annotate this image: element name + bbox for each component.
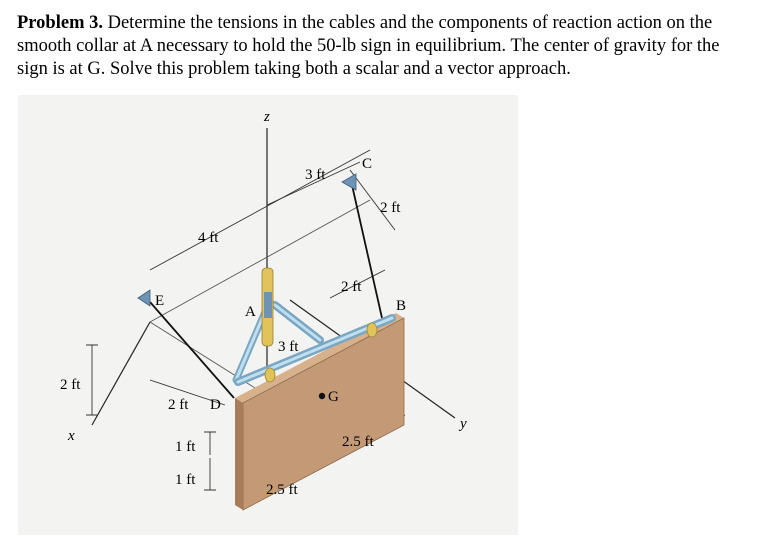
rod-arm-core bbox=[275, 305, 320, 340]
wall-brackets bbox=[138, 174, 356, 306]
dim-line-1ft-a bbox=[204, 432, 216, 455]
dim-label-2-5ft-right: 2.5 ft bbox=[342, 434, 374, 450]
collar-bracket bbox=[264, 292, 272, 318]
axis-label-y: y bbox=[460, 416, 467, 432]
dim-line-1ft-b bbox=[204, 458, 216, 490]
x-axis-line bbox=[92, 322, 150, 425]
dim-label-2ft-d: 2 ft bbox=[168, 397, 189, 413]
dim-label-2ft-b: 2 ft bbox=[341, 279, 362, 295]
point-label-e: E bbox=[155, 293, 165, 309]
center-of-gravity-dot bbox=[319, 393, 325, 399]
point-label-b: B bbox=[396, 298, 407, 314]
dim-label-1ft-a: 1 ft bbox=[175, 439, 196, 455]
sign-side bbox=[235, 398, 243, 510]
dim-label-2-5ft-bottom: 2.5 ft bbox=[266, 482, 298, 498]
clip-left bbox=[265, 368, 275, 382]
point-label-c: C bbox=[362, 156, 373, 172]
point-label-g: G bbox=[328, 389, 339, 405]
dim-label-2ft-c: 2 ft bbox=[380, 200, 401, 216]
cable-ED bbox=[150, 302, 234, 398]
bracket-c bbox=[342, 174, 356, 190]
dim-label-3ft-rod: 3 ft bbox=[278, 339, 299, 355]
dim-label-4ft: 4 ft bbox=[198, 230, 219, 246]
dim-label-3ft-top: 3 ft bbox=[305, 167, 326, 183]
dim-line-2ft-left bbox=[86, 345, 98, 415]
dim-line-4ft bbox=[150, 150, 373, 270]
axis-label-x: x bbox=[68, 428, 75, 444]
dim-label-2ft-left: 2 ft bbox=[60, 377, 81, 393]
cable-CB bbox=[352, 185, 382, 318]
dim-label-1ft-b: 1 ft bbox=[175, 472, 196, 488]
clip-right bbox=[367, 323, 377, 337]
bracket-e bbox=[138, 290, 150, 306]
wall-edge-line bbox=[150, 200, 370, 322]
collar-a bbox=[262, 268, 273, 346]
problem-label: Problem 3. bbox=[17, 13, 103, 33]
point-label-a: A bbox=[245, 304, 256, 320]
axis-label-z: z bbox=[264, 109, 270, 125]
problem-body: Determine the tensions in the cables and the components of reaction action on the smooth collar at A necessary to hold the 50-lb sign in equilibrium. The center of gravity for the sign is at G. Solve this problem taking both a scalar and a vector approach. bbox=[17, 13, 720, 79]
point-label-d: D bbox=[210, 397, 221, 413]
